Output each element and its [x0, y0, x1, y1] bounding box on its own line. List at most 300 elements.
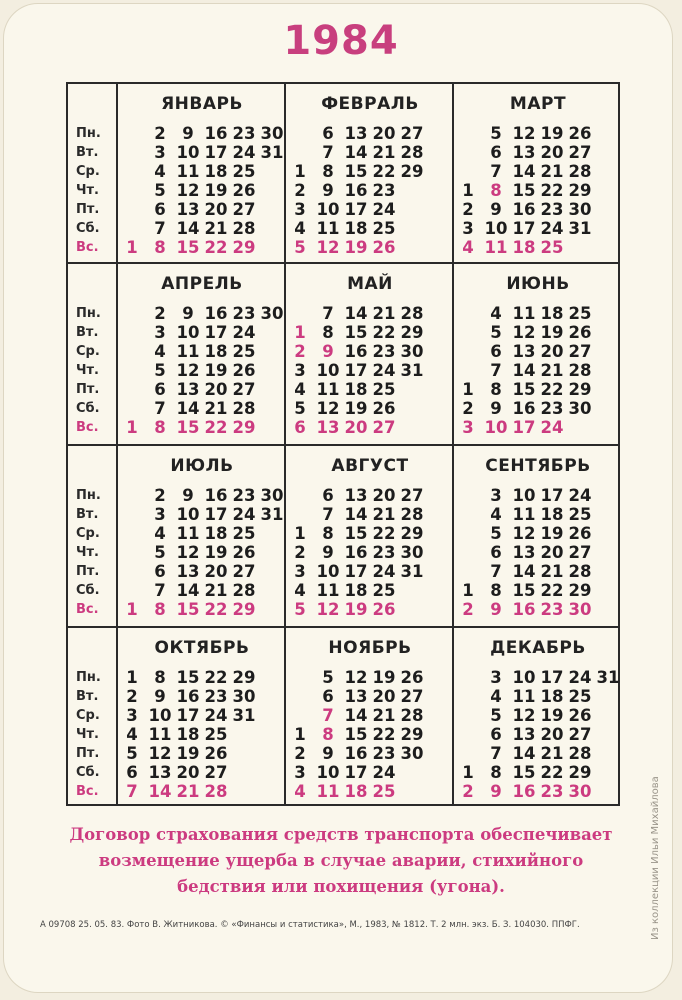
day-cell: 28: [568, 361, 592, 380]
day-cell: 19: [540, 524, 564, 543]
day-cell: 8: [322, 725, 334, 744]
month-name: ОКТЯБРЬ: [154, 638, 250, 658]
day-cell: 28: [568, 562, 592, 581]
calendar-grid: [66, 82, 620, 806]
day-cell: 24: [204, 706, 228, 725]
day-cell: 8: [490, 763, 502, 782]
day-cell: 29: [568, 181, 592, 200]
day-cell: 29: [568, 380, 592, 399]
day-cell: 7: [154, 581, 166, 600]
day-cell: 8: [154, 600, 166, 619]
day-cell: 1: [126, 668, 138, 687]
day-cell: 8: [154, 668, 166, 687]
day-cell: 16: [204, 304, 228, 323]
day-cell: 3: [294, 562, 306, 581]
month-block: [454, 628, 622, 806]
month-block: [454, 446, 622, 624]
day-cell: 27: [568, 725, 592, 744]
day-cell: 1: [294, 162, 306, 181]
day-cell: 29: [232, 600, 256, 619]
day-cell: 12: [316, 600, 340, 619]
day-cell: 25: [232, 162, 256, 181]
day-cell: 4: [154, 162, 166, 181]
day-cell: 3: [126, 706, 138, 725]
slogan-line: бедствия или похищения (угона).: [177, 877, 505, 896]
day-cell: 11: [512, 505, 536, 524]
day-cell: 30: [260, 486, 284, 505]
day-cell: 29: [400, 524, 424, 543]
day-cell: 7: [322, 706, 334, 725]
day-cell: 16: [512, 200, 536, 219]
day-cell: 8: [490, 181, 502, 200]
day-cell: 4: [154, 342, 166, 361]
day-cell: 21: [176, 782, 200, 801]
day-cell: 26: [204, 744, 228, 763]
day-cell: 4: [294, 581, 306, 600]
day-cell: 23: [204, 687, 228, 706]
day-cell: 8: [154, 418, 166, 437]
day-cell: 20: [204, 200, 228, 219]
day-cell: 15: [176, 668, 200, 687]
day-cell: 29: [232, 668, 256, 687]
weekday-label: Пт.: [76, 202, 100, 217]
day-cell: 8: [490, 380, 502, 399]
day-cell: 8: [154, 238, 166, 257]
day-cell: 12: [316, 238, 340, 257]
weekday-label: Ср.: [76, 526, 100, 541]
day-cell: 15: [512, 181, 536, 200]
day-cell: 12: [512, 706, 536, 725]
day-cell: 30: [568, 399, 592, 418]
day-cell: 29: [568, 581, 592, 600]
day-cell: 6: [154, 200, 166, 219]
day-cell: 5: [490, 323, 502, 342]
day-cell: 21: [204, 219, 228, 238]
day-cell: 18: [344, 782, 368, 801]
weekday-label: Чт.: [76, 545, 99, 560]
day-cell: 18: [512, 238, 536, 257]
day-cell: 30: [400, 543, 424, 562]
month-block: [286, 84, 454, 262]
day-cell: 5: [490, 706, 502, 725]
day-cell: 25: [568, 687, 592, 706]
day-cell: 26: [232, 181, 256, 200]
day-cell: 6: [154, 562, 166, 581]
day-cell: 22: [540, 763, 564, 782]
day-cell: 5: [322, 668, 334, 687]
day-cell: 13: [176, 380, 200, 399]
month-block: [286, 446, 454, 624]
day-cell: 6: [490, 143, 502, 162]
day-cell: 13: [344, 687, 368, 706]
day-cell: 17: [512, 418, 536, 437]
day-cell: 18: [540, 505, 564, 524]
day-cell: 4: [294, 782, 306, 801]
day-cell: 10: [176, 143, 200, 162]
day-cell: 18: [344, 219, 368, 238]
day-cell: 7: [490, 361, 502, 380]
day-cell: 3: [154, 323, 166, 342]
day-cell: 21: [204, 581, 228, 600]
month-name: ДЕКАБРЬ: [490, 638, 586, 658]
day-cell: 27: [568, 342, 592, 361]
day-cell: 5: [154, 543, 166, 562]
month-name: СЕНТЯБРЬ: [485, 456, 591, 476]
day-cell: 28: [204, 782, 228, 801]
day-cell: 9: [182, 124, 194, 143]
day-cell: 12: [512, 524, 536, 543]
day-cell: 12: [176, 181, 200, 200]
day-cell: 11: [512, 304, 536, 323]
day-cell: 11: [316, 219, 340, 238]
day-cell: 5: [294, 399, 306, 418]
day-cell: 29: [400, 162, 424, 181]
day-cell: 16: [344, 181, 368, 200]
day-cell: 24: [372, 562, 396, 581]
day-cell: 25: [204, 725, 228, 744]
day-cell: 19: [204, 181, 228, 200]
day-cell: 4: [154, 524, 166, 543]
day-cell: 13: [512, 725, 536, 744]
weekday-label: Пн.: [76, 670, 101, 685]
day-cell: 7: [154, 399, 166, 418]
day-cell: 15: [176, 600, 200, 619]
day-cell: 20: [372, 124, 396, 143]
day-cell: 13: [148, 763, 172, 782]
day-cell: 26: [372, 399, 396, 418]
day-cell: 13: [512, 342, 536, 361]
day-cell: 15: [344, 162, 368, 181]
day-cell: 15: [512, 581, 536, 600]
day-cell: 1: [462, 380, 474, 399]
day-cell: 16: [344, 543, 368, 562]
day-cell: 18: [176, 725, 200, 744]
day-cell: 25: [372, 380, 396, 399]
day-cell: 10: [316, 200, 340, 219]
day-cell: 15: [176, 238, 200, 257]
weekday-label: Пн.: [76, 488, 101, 503]
day-cell: 4: [294, 219, 306, 238]
day-cell: 30: [232, 687, 256, 706]
day-cell: 2: [126, 687, 138, 706]
day-cell: 1: [126, 600, 138, 619]
month-block: [454, 84, 622, 262]
weekday-label: Чт.: [76, 727, 99, 742]
day-cell: 24: [232, 143, 256, 162]
day-cell: 19: [204, 361, 228, 380]
day-cell: 27: [232, 200, 256, 219]
day-cell: 15: [512, 380, 536, 399]
day-cell: 18: [540, 304, 564, 323]
day-cell: 20: [372, 486, 396, 505]
day-cell: 26: [568, 524, 592, 543]
day-cell: 30: [400, 744, 424, 763]
month-name: АПРЕЛЬ: [161, 274, 243, 294]
day-cell: 11: [176, 342, 200, 361]
day-cell: 20: [540, 725, 564, 744]
day-cell: 17: [204, 323, 228, 342]
insurance-slogan: [30, 822, 652, 900]
calendar-year: 1984: [283, 18, 399, 64]
weekday-label: Ср.: [76, 164, 100, 179]
day-cell: 21: [204, 399, 228, 418]
day-cell: 22: [204, 600, 228, 619]
day-cell: 7: [126, 782, 138, 801]
day-cell: 13: [512, 543, 536, 562]
day-cell: 2: [294, 181, 306, 200]
day-cell: 15: [512, 763, 536, 782]
day-cell: 23: [232, 304, 256, 323]
day-cell: 24: [232, 505, 256, 524]
day-cell: 11: [148, 725, 172, 744]
day-cell: 30: [568, 600, 592, 619]
day-cell: 25: [540, 238, 564, 257]
day-cell: 21: [372, 143, 396, 162]
weekday-label: Вс.: [76, 784, 99, 799]
day-cell: 20: [540, 342, 564, 361]
weekday-label: Ср.: [76, 344, 100, 359]
day-cell: 11: [512, 687, 536, 706]
day-cell: 27: [232, 562, 256, 581]
day-cell: 4: [126, 725, 138, 744]
day-cell: 10: [316, 562, 340, 581]
day-cell: 23: [372, 543, 396, 562]
month-name: ИЮНЬ: [506, 274, 570, 294]
day-cell: 9: [322, 342, 334, 361]
day-cell: 2: [294, 342, 306, 361]
day-cell: 24: [232, 323, 256, 342]
weekday-label: Вт.: [76, 325, 99, 340]
day-cell: 11: [176, 524, 200, 543]
day-cell: 25: [568, 505, 592, 524]
day-cell: 6: [490, 342, 502, 361]
day-cell: 17: [540, 486, 564, 505]
day-cell: 19: [176, 744, 200, 763]
slogan-line: возмещение ущерба в случае аварии, стихийного: [98, 851, 584, 870]
day-cell: 2: [154, 124, 166, 143]
day-cell: 12: [344, 668, 368, 687]
day-cell: 24: [540, 219, 564, 238]
day-cell: 13: [344, 486, 368, 505]
month-block: [118, 264, 286, 442]
day-cell: 10: [512, 668, 536, 687]
day-cell: 20: [204, 562, 228, 581]
day-cell: 5: [294, 238, 306, 257]
day-cell: 11: [484, 238, 508, 257]
day-cell: 14: [344, 143, 368, 162]
day-cell: 1: [126, 238, 138, 257]
day-cell: 25: [232, 524, 256, 543]
day-cell: 5: [126, 744, 138, 763]
month-block: [286, 628, 454, 806]
day-cell: 15: [176, 418, 200, 437]
day-cell: 18: [204, 162, 228, 181]
day-cell: 28: [568, 162, 592, 181]
day-cell: 18: [204, 524, 228, 543]
day-cell: 14: [512, 562, 536, 581]
day-cell: 28: [232, 581, 256, 600]
day-cell: 1: [294, 725, 306, 744]
day-cell: 19: [540, 323, 564, 342]
month-name: АВГУСТ: [331, 456, 409, 476]
weekday-label: Сб.: [76, 221, 100, 236]
day-cell: 28: [400, 505, 424, 524]
day-cell: 9: [322, 181, 334, 200]
day-cell: 26: [372, 600, 396, 619]
day-cell: 21: [372, 304, 396, 323]
day-cell: 13: [176, 562, 200, 581]
weekday-label: Чт.: [76, 363, 99, 378]
day-cell: 26: [372, 238, 396, 257]
day-cell: 4: [490, 505, 502, 524]
day-cell: 17: [344, 763, 368, 782]
day-cell: 6: [490, 543, 502, 562]
day-cell: 2: [462, 399, 474, 418]
weekday-label: Пн.: [76, 306, 101, 321]
day-cell: 26: [568, 124, 592, 143]
day-cell: 2: [462, 200, 474, 219]
day-cell: 25: [232, 342, 256, 361]
day-cell: 27: [568, 543, 592, 562]
day-cell: 26: [232, 543, 256, 562]
day-cell: 28: [400, 304, 424, 323]
day-cell: 12: [148, 744, 172, 763]
day-cell: 30: [400, 342, 424, 361]
day-cell: 5: [490, 524, 502, 543]
day-cell: 16: [204, 486, 228, 505]
day-cell: 9: [490, 600, 502, 619]
day-cell: 21: [372, 505, 396, 524]
day-cell: 29: [400, 725, 424, 744]
day-cell: 29: [568, 763, 592, 782]
weekday-label: Вс.: [76, 240, 99, 255]
day-cell: 12: [176, 361, 200, 380]
day-cell: 9: [490, 200, 502, 219]
day-cell: 22: [372, 323, 396, 342]
day-cell: 16: [512, 600, 536, 619]
month-block: [286, 264, 454, 442]
day-cell: 7: [490, 162, 502, 181]
day-cell: 25: [372, 782, 396, 801]
weekday-label: Вт.: [76, 145, 99, 160]
month-name: НОЯБРЬ: [328, 638, 412, 658]
day-cell: 23: [540, 782, 564, 801]
day-cell: 18: [344, 380, 368, 399]
day-cell: 23: [540, 600, 564, 619]
day-cell: 5: [154, 181, 166, 200]
slogan-line: Договор страхования средств транспорта обеспечивает: [69, 825, 613, 844]
month-name: МАЙ: [347, 274, 393, 294]
day-cell: 12: [512, 323, 536, 342]
day-cell: 7: [322, 143, 334, 162]
day-cell: 10: [484, 219, 508, 238]
weekday-label: Сб.: [76, 765, 100, 780]
day-cell: 31: [232, 706, 256, 725]
day-cell: 24: [568, 668, 592, 687]
day-cell: 19: [344, 399, 368, 418]
day-cell: 17: [204, 505, 228, 524]
day-cell: 17: [344, 562, 368, 581]
month-block: [118, 446, 286, 624]
day-cell: 10: [316, 763, 340, 782]
day-cell: 28: [232, 219, 256, 238]
day-cell: 1: [462, 581, 474, 600]
day-cell: 14: [148, 782, 172, 801]
day-cell: 25: [372, 581, 396, 600]
day-cell: 14: [512, 361, 536, 380]
day-cell: 20: [176, 763, 200, 782]
day-cell: 13: [344, 124, 368, 143]
day-cell: 28: [400, 706, 424, 725]
day-cell: 24: [372, 361, 396, 380]
day-cell: 14: [344, 304, 368, 323]
day-cell: 7: [490, 744, 502, 763]
day-cell: 16: [204, 124, 228, 143]
day-cell: 21: [540, 744, 564, 763]
day-cell: 14: [176, 399, 200, 418]
day-cell: 22: [204, 668, 228, 687]
day-cell: 3: [462, 219, 474, 238]
day-cell: 8: [490, 581, 502, 600]
day-cell: 27: [232, 380, 256, 399]
day-cell: 29: [232, 238, 256, 257]
weekday-label: Пт.: [76, 746, 100, 761]
day-cell: 19: [540, 124, 564, 143]
day-cell: 8: [322, 162, 334, 181]
day-cell: 20: [204, 380, 228, 399]
day-cell: 9: [322, 543, 334, 562]
day-cell: 5: [490, 124, 502, 143]
day-cell: 1: [462, 181, 474, 200]
day-cell: 27: [400, 486, 424, 505]
weekday-label: Вс.: [76, 602, 99, 617]
day-cell: 17: [344, 200, 368, 219]
day-cell: 14: [176, 219, 200, 238]
day-cell: 14: [512, 162, 536, 181]
day-cell: 19: [344, 238, 368, 257]
day-cell: 25: [372, 219, 396, 238]
day-cell: 27: [568, 143, 592, 162]
day-cell: 3: [462, 418, 474, 437]
day-cell: 3: [294, 763, 306, 782]
day-cell: 1: [126, 418, 138, 437]
day-cell: 29: [232, 418, 256, 437]
month-block: [118, 628, 286, 806]
day-cell: 4: [490, 687, 502, 706]
day-cell: 10: [484, 418, 508, 437]
day-cell: 2: [294, 744, 306, 763]
day-cell: 21: [540, 562, 564, 581]
day-cell: 3: [154, 143, 166, 162]
day-cell: 16: [344, 342, 368, 361]
day-cell: 22: [540, 181, 564, 200]
weekday-label: Вт.: [76, 689, 99, 704]
day-cell: 22: [372, 524, 396, 543]
day-cell: 30: [260, 124, 284, 143]
day-cell: 23: [232, 486, 256, 505]
day-cell: 3: [294, 361, 306, 380]
day-cell: 10: [176, 323, 200, 342]
day-cell: 1: [294, 323, 306, 342]
day-cell: 23: [540, 399, 564, 418]
day-cell: 3: [490, 668, 502, 687]
day-cell: 3: [154, 505, 166, 524]
day-cell: 24: [540, 418, 564, 437]
day-cell: 6: [322, 687, 334, 706]
day-cell: 11: [316, 581, 340, 600]
day-cell: 8: [322, 323, 334, 342]
day-cell: 27: [372, 418, 396, 437]
